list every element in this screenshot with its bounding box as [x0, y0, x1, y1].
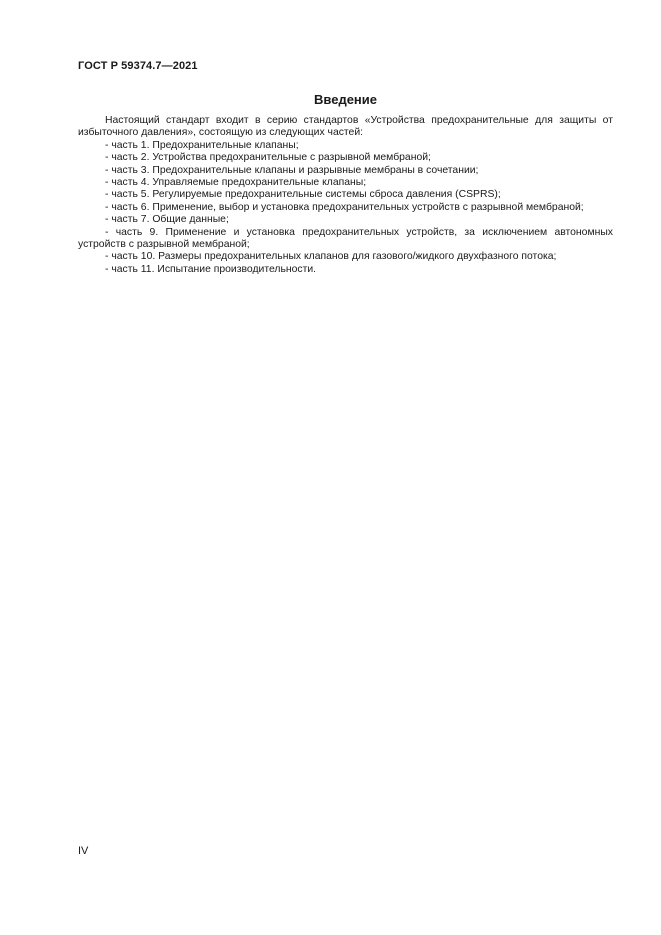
list-item: - часть 6. Применение, выбор и установка предохранительных устройств с разрывной мембраной;	[105, 201, 584, 213]
list-item: - часть 10. Размеры предохранительных клапанов для газового/жидкого двухфазного потока;	[105, 251, 557, 263]
standard-code-header: ГОСТ Р 59374.7—2021	[78, 60, 198, 72]
list-item: - часть 9. Применение и установка предохранительных устройств, за исключением автономных устройств с разрывной мембраной;	[78, 226, 613, 251]
list-item: - часть 1. Предохранительные клапаны;	[105, 139, 299, 151]
list-item: - часть 4. Управляемые предохранительные клапаны;	[105, 177, 367, 189]
page-number: IV	[78, 845, 89, 857]
list-item: - часть 7. Общие данные;	[105, 214, 229, 226]
list-item: - часть 5. Регулируемые предохранительные системы сброса давления (CSPRS);	[105, 189, 501, 201]
list-item: - часть 2. Устройства предохранительные с разрывной мембраной;	[105, 152, 431, 164]
intro-paragraph: Настоящий стандарт входит в серию стандартов «Устройства предохранительные для защиты от избыточного давления», состоящую из следующих частей:	[78, 115, 613, 139]
list-item: - часть 3. Предохранительные клапаны и разрывные мембраны в сочетании;	[105, 164, 479, 176]
section-body	[78, 115, 613, 276]
section-title: Введение	[314, 92, 377, 107]
list-item: - часть 11. Испытание производительности.	[105, 263, 317, 275]
